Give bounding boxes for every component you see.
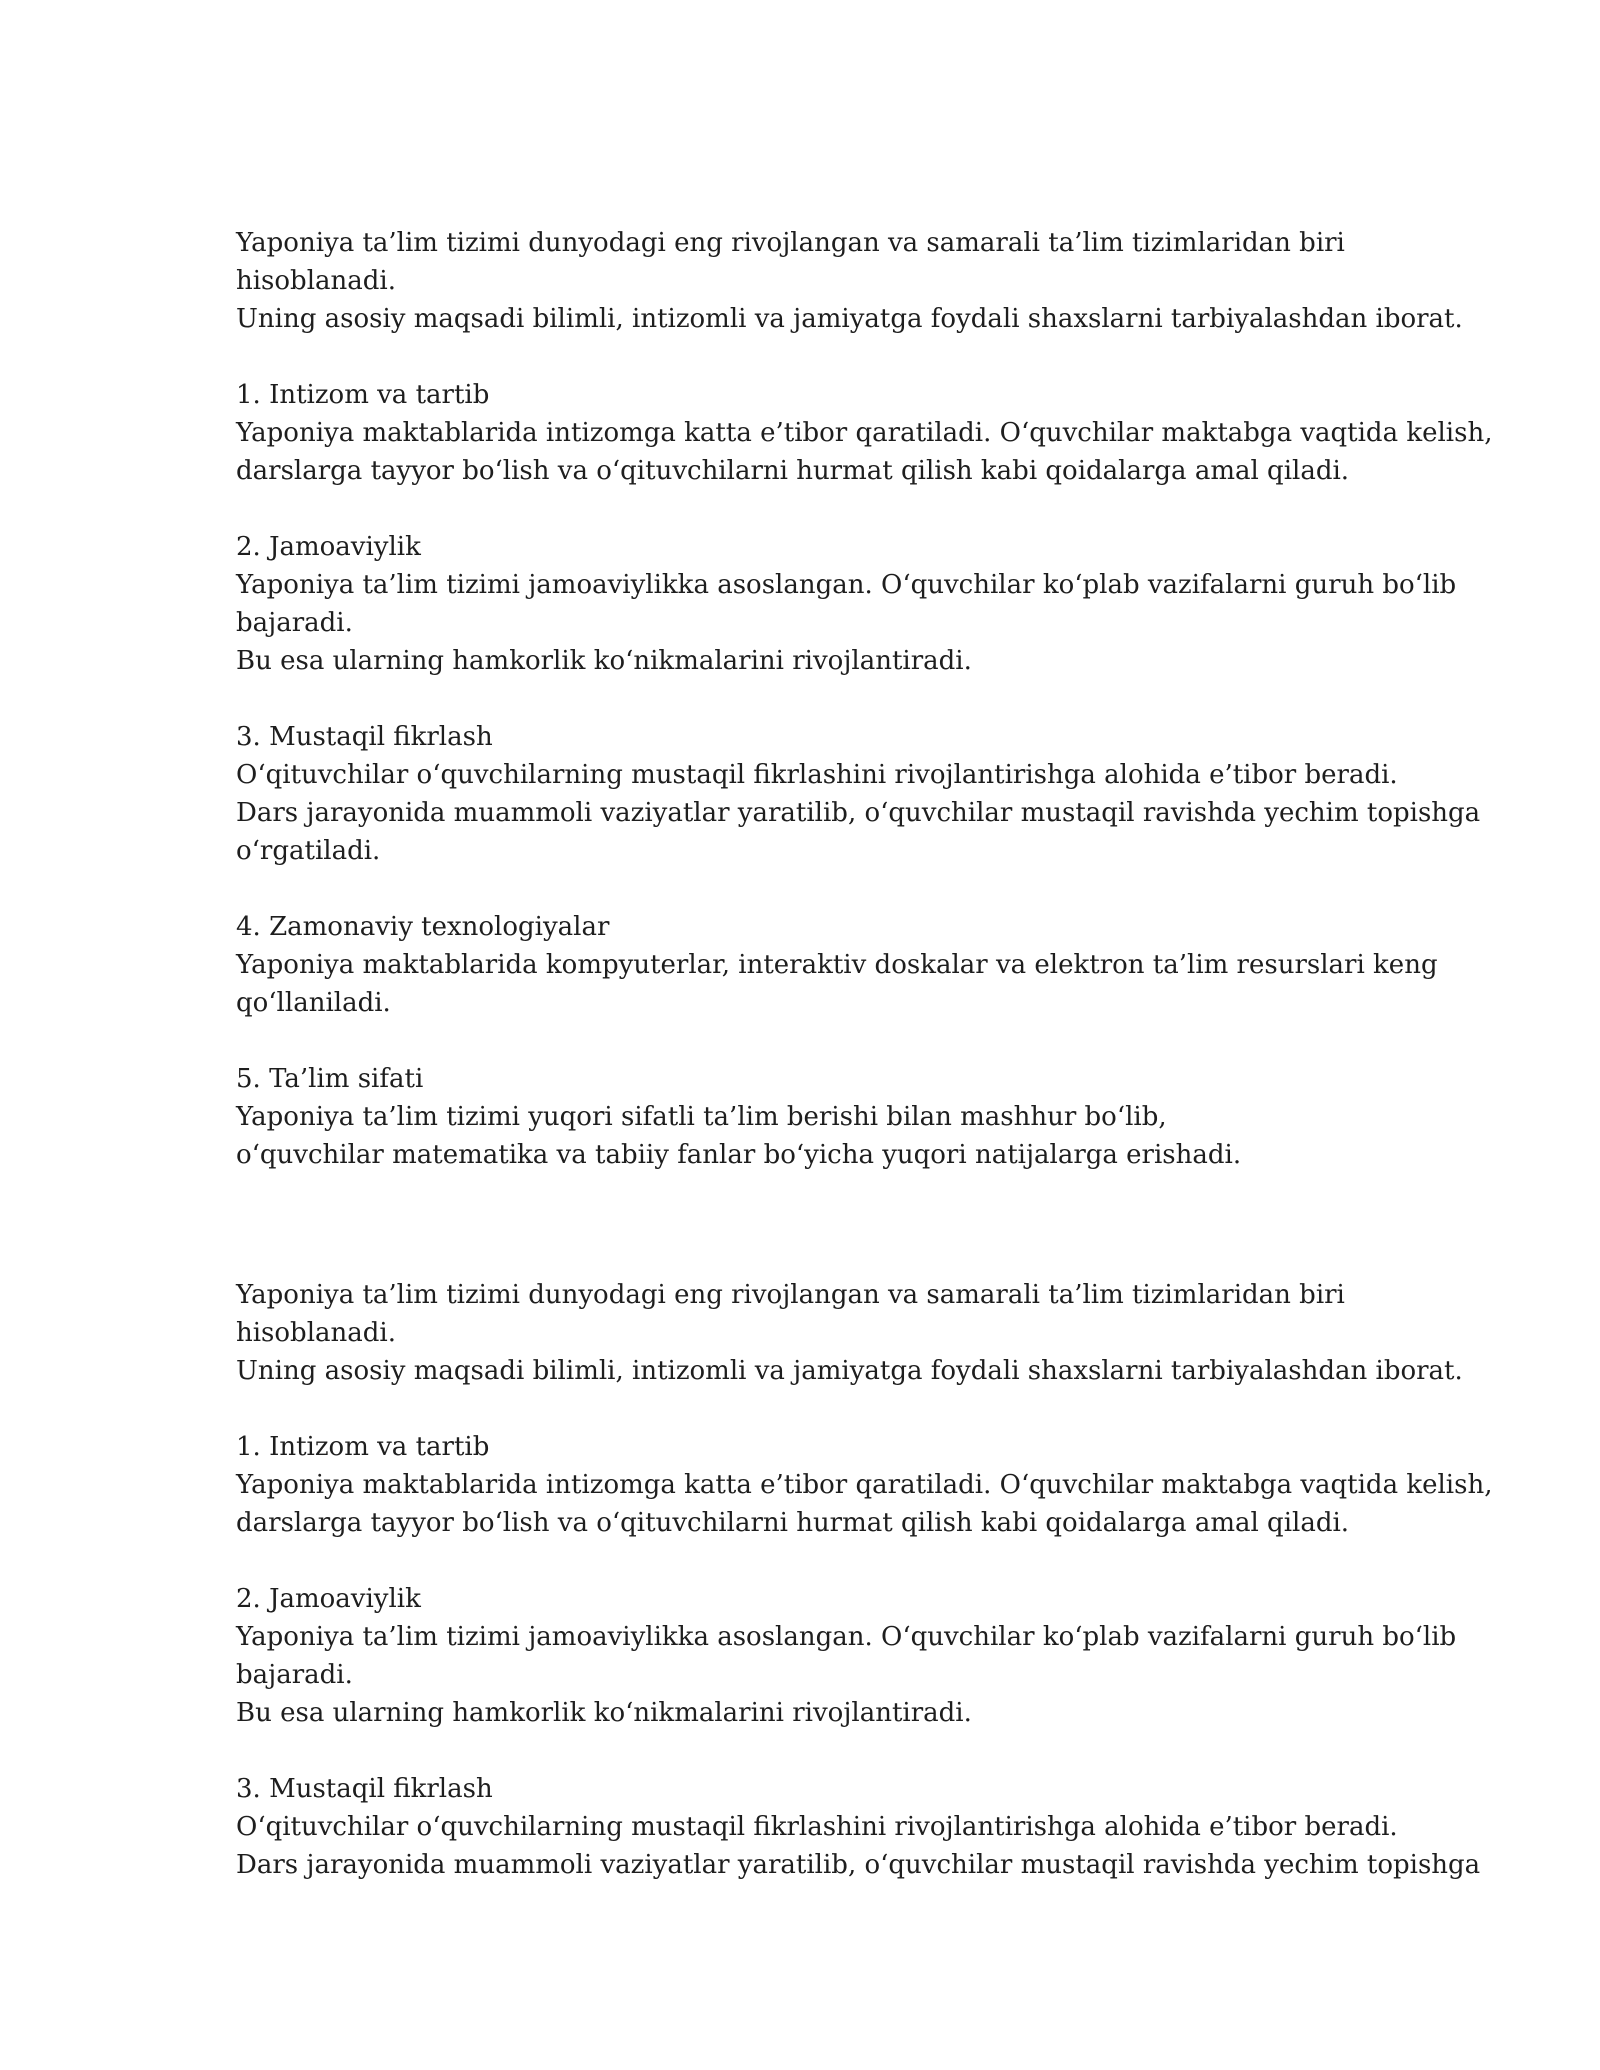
- text-line: Dars jarayonida muammoli vaziyatlar yaratilib, o‘quvchilar mustaqil ravishda yechim topishga: [236, 798, 1481, 828]
- section-heading: 2. Jamoaviylik: [236, 532, 421, 562]
- intro-paragraph: [236, 1276, 1463, 1390]
- section-intizom: [236, 376, 1493, 490]
- text-line: hisoblanadi.: [236, 266, 396, 296]
- text-line: Yaponiya maktablarida kompyuterlar, interaktiv doskalar va elektron ta’lim resurslari keng: [236, 950, 1438, 980]
- text-line: O‘qituvchilar o‘quvchilarning mustaqil fikrlashini rivojlantirishga alohida e’tibor beradi.: [236, 760, 1398, 790]
- text-line: darslarga tayyor bo‘lish va o‘qituvchilarni hurmat qilish kabi qoidalarga amal qiladi.: [236, 1508, 1350, 1538]
- text-line: Yaponiya ta’lim tizimi dunyodagi eng rivojlangan va samarali ta’lim tizimlaridan biri: [236, 228, 1345, 258]
- text-block-2: [236, 1276, 1493, 1884]
- section-intizom: [236, 1428, 1493, 1542]
- section-heading: 3. Mustaqil fikrlash: [236, 1774, 493, 1804]
- text-line: Bu esa ularning hamkorlik ko‘nikmalarini rivojlantiradi.: [236, 646, 972, 676]
- section-heading: 3. Mustaqil fikrlash: [236, 722, 493, 752]
- text-line: hisoblanadi.: [236, 1318, 396, 1348]
- section-mustaqil-fikrlash: [236, 718, 1481, 870]
- text-line: Uning asosiy maqsadi bilimli, intizomli va jamiyatga foydali shaxslarni tarbiyalashdan iborat.: [236, 1356, 1463, 1386]
- text-block-1: [236, 224, 1493, 1174]
- section-jamoaviylik: [236, 1580, 1457, 1732]
- paragraph-gap: [236, 1732, 1416, 1770]
- text-line: o‘rgatiladi.: [236, 836, 381, 866]
- paragraph-gap: [236, 680, 1416, 718]
- paragraph-gap: [236, 1022, 1416, 1060]
- text-line: Uning asosiy maqsadi bilimli, intizomli va jamiyatga foydali shaxslarni tarbiyalashdan iborat.: [236, 304, 1463, 334]
- text-line: o‘quvchilar matematika va tabiiy fanlar bo‘yicha yuqori natijalarga erishadi.: [236, 1140, 1242, 1170]
- paragraph-gap: [236, 870, 1416, 908]
- section-zamonaviy-texnologiyalar: [236, 908, 1438, 1022]
- paragraph-gap: [236, 1390, 1416, 1428]
- section-heading: 2. Jamoaviylik: [236, 1584, 421, 1614]
- paragraph-gap: [236, 338, 1416, 376]
- intro-paragraph: [236, 224, 1463, 338]
- paragraph-gap: [236, 1542, 1416, 1580]
- paragraph-gap: [236, 490, 1416, 528]
- text-line: darslarga tayyor bo‘lish va o‘qituvchilarni hurmat qilish kabi qoidalarga amal qiladi.: [236, 456, 1350, 486]
- text-line: Yaponiya ta’lim tizimi yuqori sifatli ta’lim berishi bilan mashhur bo‘lib,: [236, 1102, 1167, 1132]
- section-heading: 5. Ta’lim sifati: [236, 1064, 424, 1094]
- text-line: Bu esa ularning hamkorlik ko‘nikmalarini rivojlantiradi.: [236, 1698, 972, 1728]
- text-line: Yaponiya maktablarida intizomga katta e’tibor qaratiladi. O‘quvchilar maktabga vaqtida kelish,: [236, 418, 1493, 448]
- section-heading: 1. Intizom va tartib: [236, 1432, 490, 1462]
- section-mustaqil-fikrlash: [236, 1770, 1481, 1884]
- section-heading: 1. Intizom va tartib: [236, 380, 490, 410]
- text-line: Dars jarayonida muammoli vaziyatlar yaratilib, o‘quvchilar mustaqil ravishda yechim topishga: [236, 1850, 1481, 1880]
- section-jamoaviylik: [236, 528, 1457, 680]
- section-heading: 4. Zamonaviy texnologiyalar: [236, 912, 610, 942]
- text-line: Yaponiya ta’lim tizimi jamoaviylikka asoslangan. O‘quvchilar ko‘plab vazifalarni guruh bo‘lib: [236, 1622, 1457, 1652]
- section-talim-sifati: [236, 1060, 1416, 1174]
- text-line: bajaradi.: [236, 608, 353, 638]
- text-line: bajaradi.: [236, 1660, 353, 1690]
- text-line: O‘qituvchilar o‘quvchilarning mustaqil fikrlashini rivojlantirishga alohida e’tibor beradi.: [236, 1812, 1398, 1842]
- text-line: Yaponiya ta’lim tizimi jamoaviylikka asoslangan. O‘quvchilar ko‘plab vazifalarni guruh bo‘lib: [236, 570, 1457, 600]
- text-line: Yaponiya maktablarida intizomga katta e’tibor qaratiladi. O‘quvchilar maktabga vaqtida kelish,: [236, 1470, 1493, 1500]
- text-line: Yaponiya ta’lim tizimi dunyodagi eng rivojlangan va samarali ta’lim tizimlaridan biri: [236, 1280, 1345, 1310]
- text-line: qo‘llaniladi.: [236, 988, 391, 1018]
